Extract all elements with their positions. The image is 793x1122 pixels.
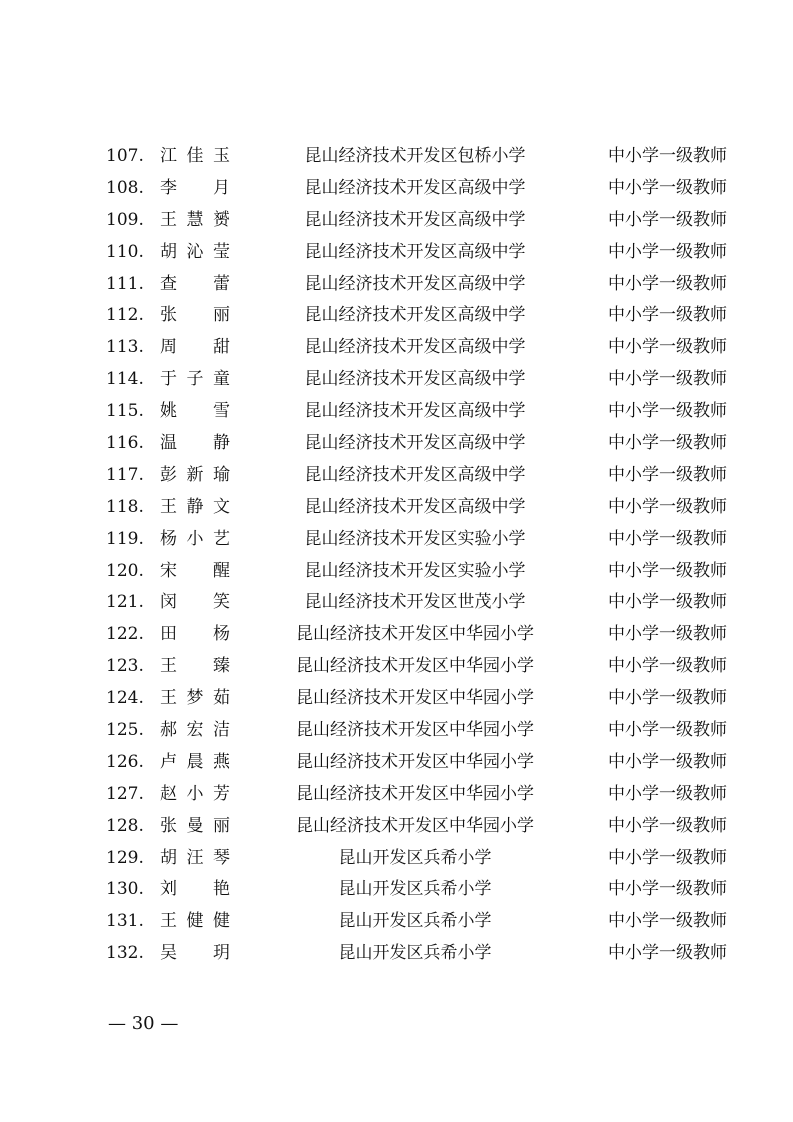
entry-number: 115. [106,401,144,422]
entry-number: 126. [106,751,144,772]
entry-number: 112. [106,305,144,326]
list-item [0,299,793,331]
school-name: 昆山经济技术开发区中华园小学 [296,783,534,804]
list-item [0,842,793,874]
teacher-title: 中小学一级教师 [608,720,727,741]
school-name: 昆山经济技术开发区实验小学 [304,560,526,581]
teacher-name: 吴玥 [160,943,230,964]
teacher-title: 中小学一级教师 [608,560,727,581]
entry-number: 123. [106,656,144,677]
school-name: 昆山开发区兵希小学 [338,911,492,932]
teacher-title: 中小学一级教师 [608,464,727,485]
teacher-title: 中小学一级教师 [608,177,727,198]
teacher-title: 中小学一级教师 [608,146,727,166]
list-item [0,395,793,427]
list-item [0,459,793,491]
teacher-name: 王静文 [160,496,230,517]
school-name: 昆山经济技术开发区高级中学 [304,369,526,390]
entry-number: 110. [106,241,144,262]
school-name: 昆山经济技术开发区高级中学 [304,337,526,358]
school-name: 昆山经济技术开发区高级中学 [304,433,526,454]
entry-number: 108. [106,177,144,198]
entry-number: 119. [106,528,144,549]
teacher-title: 中小学一级教师 [608,592,727,613]
list-item [0,810,793,842]
teacher-name: 查蕾 [160,273,230,294]
list-item [0,491,793,523]
teacher-name: 王健健 [160,911,230,932]
teacher-name: 王臻 [160,656,230,677]
teacher-title: 中小学一级教师 [608,911,727,932]
list-item [0,714,793,746]
teacher-name: 姚雪 [160,401,230,422]
teacher-title: 中小学一级教师 [608,273,727,294]
teacher-name: 刘艳 [160,879,230,900]
school-name: 昆山经济技术开发区高级中学 [304,241,526,262]
entry-number: 121. [106,592,144,613]
teacher-title: 中小学一级教师 [608,305,727,326]
entry-number: 127. [106,783,144,804]
list-item [0,905,793,937]
entry-number: 113. [106,337,144,358]
school-name: 昆山经济技术开发区实验小学 [304,528,526,549]
teacher-name: 于子童 [160,369,230,390]
list-item [0,331,793,363]
list-item [0,236,793,268]
teacher-name: 闵笑 [160,592,230,613]
list-item [0,268,793,300]
teacher-title: 中小学一级教师 [608,783,727,804]
teacher-name: 赵小芳 [160,783,230,804]
school-name: 昆山经济技术开发区世茂小学 [304,592,526,613]
entry-number: 120. [106,560,144,581]
entry-number: 131. [106,911,144,932]
teacher-name: 张曼丽 [160,815,230,836]
school-name: 昆山经济技术开发区高级中学 [304,209,526,230]
list-item [0,618,793,650]
teacher-title: 中小学一级教师 [608,369,727,390]
teacher-name: 胡汪琴 [160,847,230,868]
entry-number: 114. [106,369,144,390]
teacher-title: 中小学一级教师 [608,528,727,549]
school-name: 昆山经济技术开发区中华园小学 [296,688,534,709]
teacher-name: 彭新瑜 [160,464,230,485]
list-item [0,873,793,905]
teacher-title: 中小学一级教师 [608,496,727,517]
school-name: 昆山开发区兵希小学 [338,943,492,964]
teacher-list [0,140,793,969]
school-name: 昆山经济技术开发区高级中学 [304,464,526,485]
list-item [0,427,793,459]
teacher-title: 中小学一级教师 [608,751,727,772]
entry-number: 129. [106,847,144,868]
teacher-name: 田杨 [160,624,230,645]
teacher-name: 江佳玉 [160,146,230,166]
school-name: 昆山开发区兵希小学 [338,847,492,868]
entry-number: 116. [106,433,144,454]
entry-number: 130. [106,879,144,900]
teacher-name: 温静 [160,433,230,454]
entry-number: 117. [106,464,144,485]
list-item [0,363,793,395]
school-name: 昆山经济技术开发区中华园小学 [296,656,534,677]
teacher-title: 中小学一级教师 [608,401,727,422]
list-item [0,682,793,714]
entry-number: 122. [106,624,144,645]
teacher-title: 中小学一级教师 [608,624,727,645]
teacher-title: 中小学一级教师 [608,241,727,262]
teacher-name: 宋醒 [160,560,230,581]
entry-number: 128. [106,815,144,836]
list-item [0,586,793,618]
school-name: 昆山经济技术开发区中华园小学 [296,720,534,741]
teacher-title: 中小学一级教师 [608,688,727,709]
school-name: 昆山经济技术开发区高级中学 [304,305,526,326]
school-name: 昆山开发区兵希小学 [338,879,492,900]
teacher-name: 李月 [160,177,230,198]
teacher-title: 中小学一级教师 [608,847,727,868]
school-name: 昆山经济技术开发区高级中学 [304,496,526,517]
list-item [0,746,793,778]
teacher-title: 中小学一级教师 [608,656,727,677]
entry-number: 118. [106,496,144,517]
school-name: 昆山经济技术开发区中华园小学 [296,815,534,836]
teacher-title: 中小学一级教师 [608,815,727,836]
page-number: — 30 — [108,1013,179,1034]
school-name: 昆山经济技术开发区中华园小学 [296,624,534,645]
teacher-name: 杨小艺 [160,528,230,549]
list-item [0,650,793,682]
teacher-name: 王梦茹 [160,688,230,709]
teacher-name: 王慧赟 [160,209,230,230]
list-item [0,172,793,204]
entry-number: 125. [106,720,144,741]
entry-number: 132. [106,943,144,964]
school-name: 昆山经济技术开发区高级中学 [304,177,526,198]
list-item [0,140,793,172]
entry-number: 111. [106,273,144,294]
entry-number: 109. [106,209,144,230]
school-name: 昆山经济技术开发区高级中学 [304,401,526,422]
teacher-name: 卢晨燕 [160,751,230,772]
teacher-name: 周甜 [160,337,230,358]
teacher-name: 郝宏洁 [160,720,230,741]
list-item [0,778,793,810]
teacher-title: 中小学一级教师 [608,337,727,358]
entry-number: 107. [106,146,144,166]
list-item [0,204,793,236]
teacher-title: 中小学一级教师 [608,879,727,900]
teacher-name: 胡沁莹 [160,241,230,262]
list-item [0,555,793,587]
school-name: 昆山经济技术开发区高级中学 [304,273,526,294]
school-name: 昆山经济技术开发区中华园小学 [296,751,534,772]
teacher-title: 中小学一级教师 [608,433,727,454]
entry-number: 124. [106,688,144,709]
school-name: 昆山经济技术开发区包桥小学 [304,146,526,166]
list-item [0,523,793,555]
teacher-name: 张丽 [160,305,230,326]
list-item [0,937,793,969]
teacher-title: 中小学一级教师 [608,209,727,230]
teacher-title: 中小学一级教师 [608,943,727,964]
